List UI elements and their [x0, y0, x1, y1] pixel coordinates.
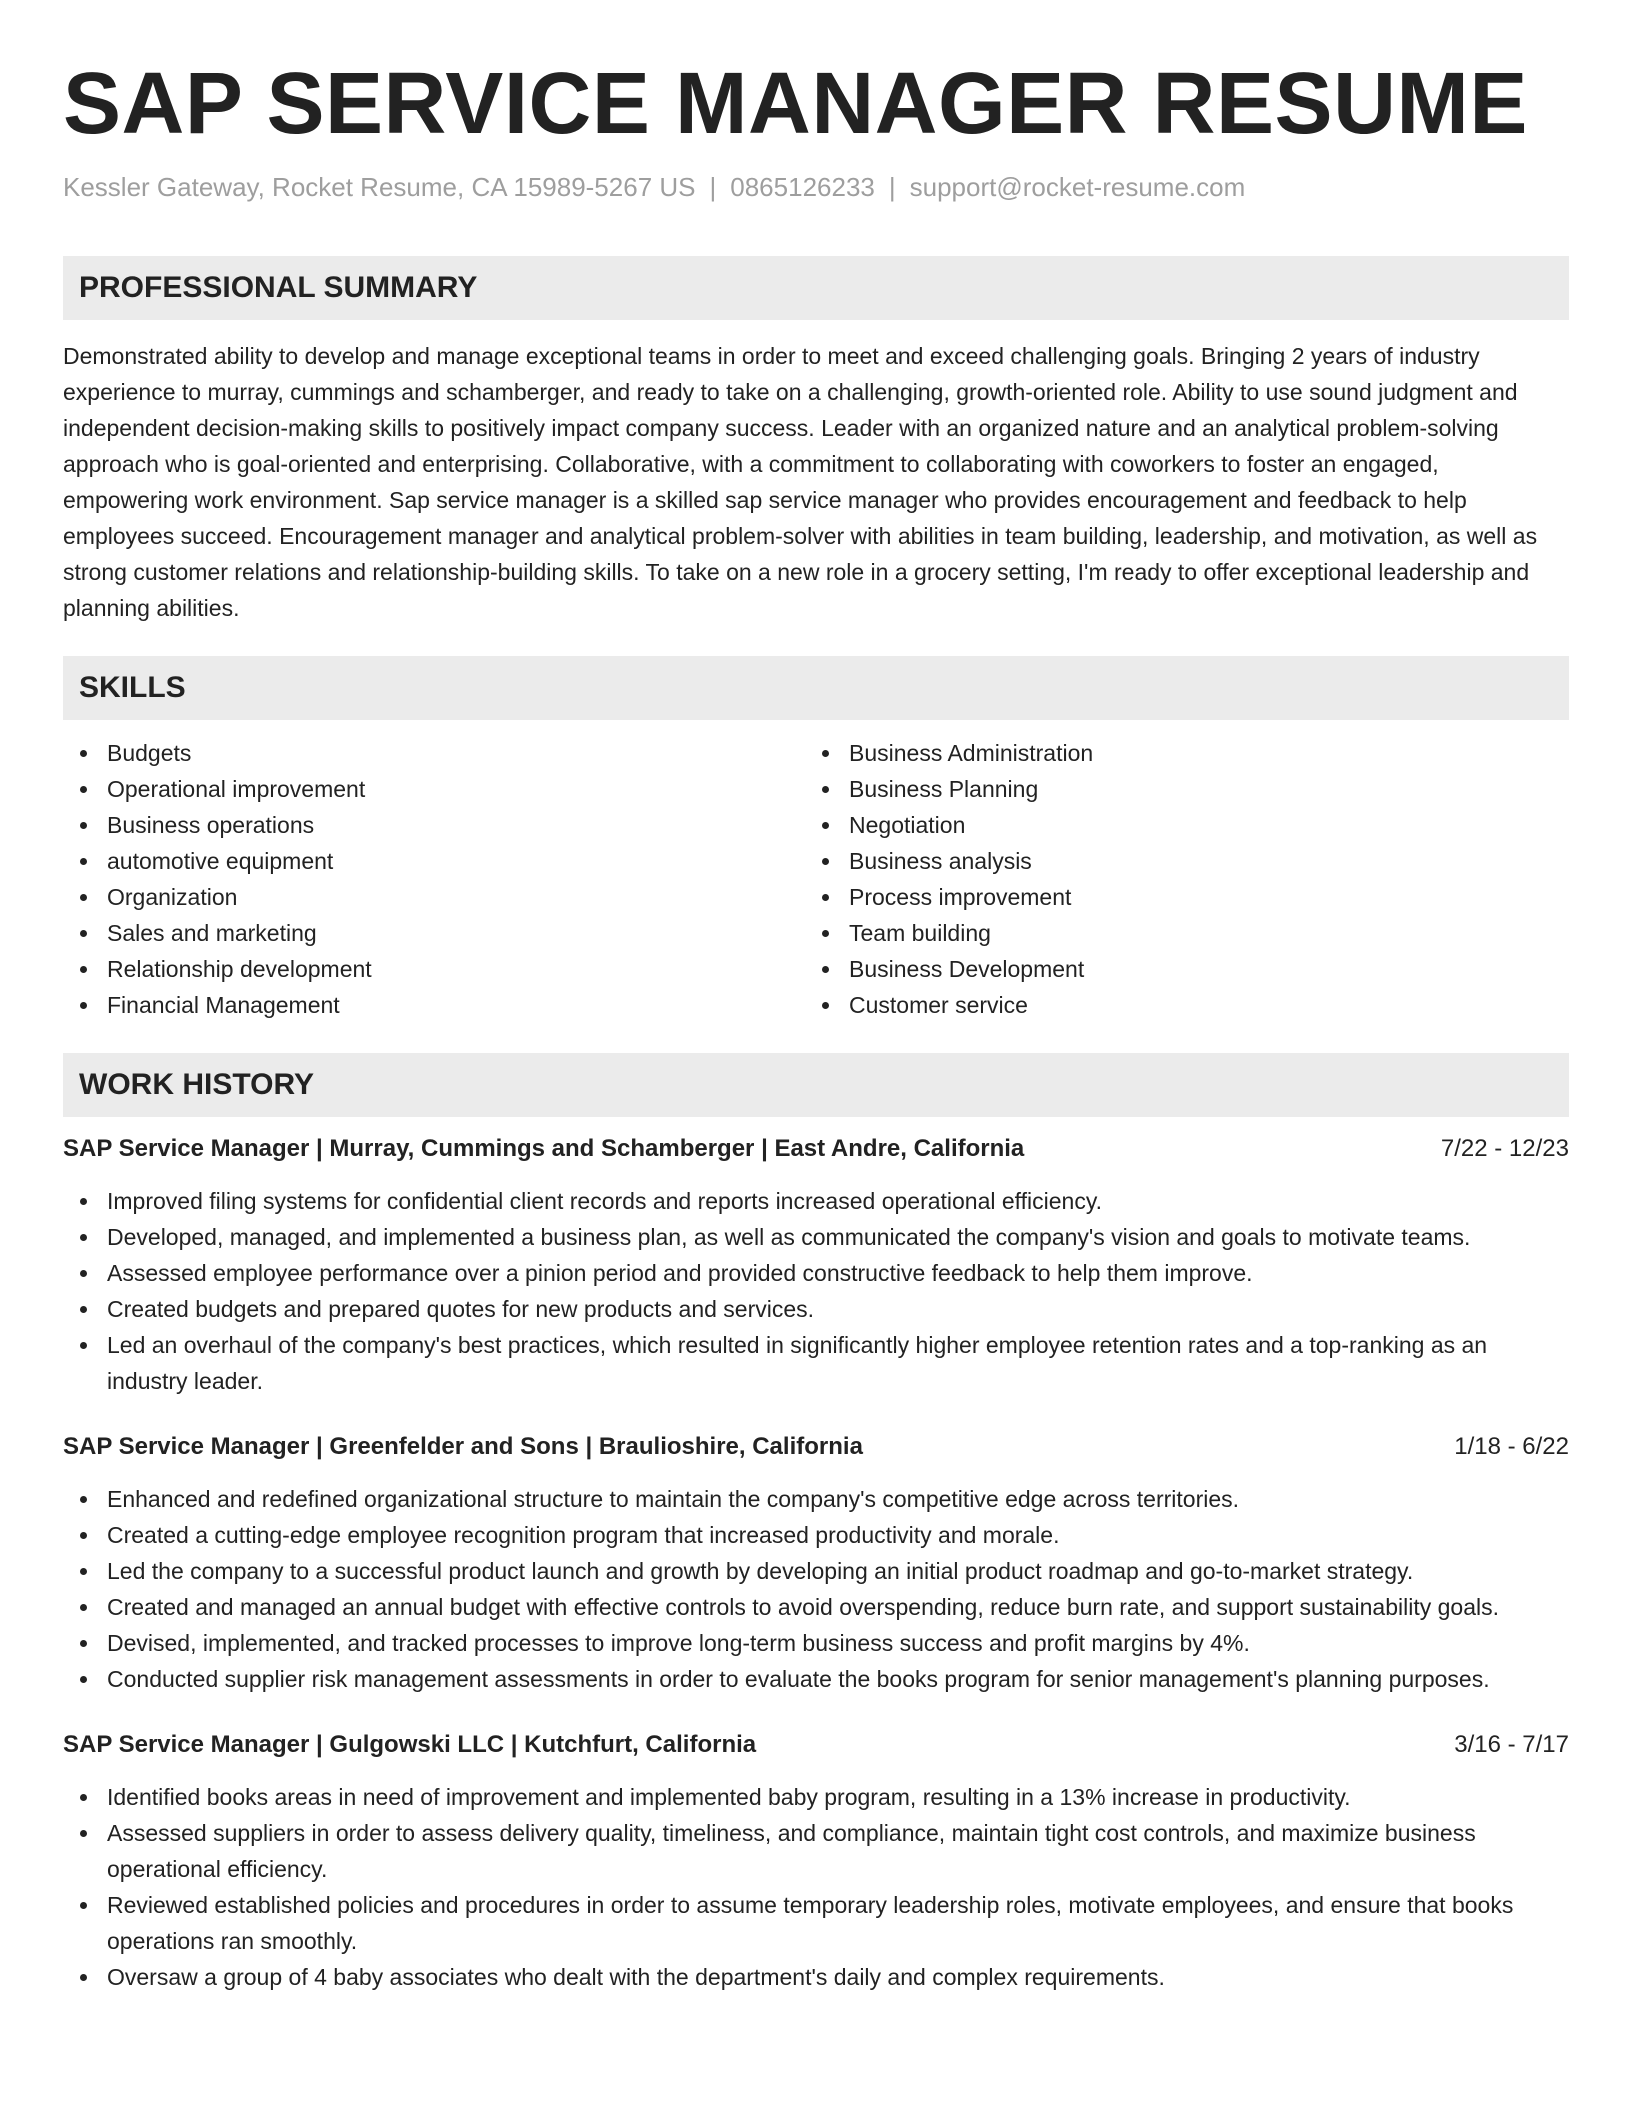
job-entry [63, 1131, 1569, 1399]
job-header [63, 1131, 1569, 1167]
skill-item: Operational improvement [107, 771, 805, 807]
job-dates: 1/18 - 6/22 [1454, 1433, 1569, 1460]
job-title: SAP Service Manager | Murray, Cummings and Schamberger | East Andre, California [63, 1135, 1025, 1162]
job-header [63, 1429, 1569, 1465]
job-bullet: Assessed suppliers in order to assess delivery quality, timeliness, and compliance, maintain tight cost controls, and maximize business operational efficiency. [107, 1815, 1569, 1887]
job-bullet: Reviewed established policies and procedures in order to assume temporary leadership roles, motivate employees, and ensure that books operations ran smoothly. [107, 1887, 1569, 1959]
job-bullet: Created and managed an annual budget with effective controls to avoid overspending, reduce burn rate, and support sustainability goals. [107, 1589, 1569, 1625]
skill-item: Business analysis [849, 843, 1569, 879]
contact-phone: 0865126233 [730, 172, 875, 202]
skill-item: Sales and marketing [107, 915, 805, 951]
job-entry [63, 1727, 1569, 1995]
skills-list [63, 735, 1569, 1023]
summary-heading: PROFESSIONAL SUMMARY [63, 256, 1569, 320]
skill-item: Business Development [849, 951, 1569, 987]
contact-email[interactable]: support@rocket-resume.com [909, 172, 1246, 202]
skills-column-left [63, 735, 805, 1023]
job-bullet: Devised, implemented, and tracked processes to improve long-term business success and profit margins by 4%. [107, 1625, 1569, 1661]
job-bullet: Oversaw a group of 4 baby associates who dealt with the department's daily and complex requirements. [107, 1959, 1569, 1995]
job-bullets [63, 1779, 1569, 1995]
job-bullet: Conducted supplier risk management assessments in order to evaluate the books program for senior management's planning purposes. [107, 1661, 1569, 1697]
job-dates: 7/22 - 12/23 [1440, 1135, 1569, 1162]
job-entry [63, 1429, 1569, 1697]
skill-item: Business operations [107, 807, 805, 843]
job-bullet: Created budgets and prepared quotes for new products and services. [107, 1291, 1569, 1327]
skill-item: Relationship development [107, 951, 805, 987]
job-title: SAP Service Manager | Greenfelder and Sons | Braulioshire, California [63, 1433, 863, 1460]
skill-item: Budgets [107, 735, 805, 771]
job-bullet: Led the company to a successful product launch and growth by developing an initial product roadmap and go-to-market strategy. [107, 1553, 1569, 1589]
job-bullet: Developed, managed, and implemented a business plan, as well as communicated the company's vision and goals to motivate teams. [107, 1219, 1569, 1255]
skill-item: Financial Management [107, 987, 805, 1023]
job-bullet: Identified books areas in need of improvement and implemented baby program, resulting in a 13% increase in productivity. [107, 1779, 1569, 1815]
contact-separator: | [709, 172, 717, 202]
job-bullet: Improved filing systems for confidential client records and reports increased operational efficiency. [107, 1183, 1569, 1219]
skill-item: Organization [107, 879, 805, 915]
skill-item: Negotiation [849, 807, 1569, 843]
summary-text: Demonstrated ability to develop and manage exceptional teams in order to meet and exceed challenging goals. Bringing 2 years of industry experience to murray, cummings and schamberger, and ready to take on a challenging, growth-oriented role. Ability to use sound judgment and independent decision-making skills to positively impact company success. Leader with an organized nature and an analytical problem-solving approach who is goal-oriented and enterprising. Collaborative, with a commitment to collaborating with coworkers to foster an engaged, empowering work environment. Sap service manager is a skilled sap service manager who provides encouragement and feedback to help employees succeed. Encouragement manager and analytical problem-solver with abilities in team building, leadership, and motivation, as well as strong customer relations and relationship-building skills. To take on a new role in a grocery setting, I'm ready to offer exceptional leadership and planning abilities. [63, 343, 1538, 621]
job-header [63, 1727, 1569, 1763]
resume-title: SAP SERVICE MANAGER RESUME [63, 55, 1528, 152]
contact-line [63, 170, 1569, 204]
job-bullet: Created a cutting-edge employee recognition program that increased productivity and morale. [107, 1517, 1569, 1553]
job-dates: 3/16 - 7/17 [1454, 1731, 1569, 1758]
skill-item: Team building [849, 915, 1569, 951]
job-bullets [63, 1183, 1569, 1399]
skill-item: Process improvement [849, 879, 1569, 915]
job-bullet: Enhanced and redefined organizational structure to maintain the company's competitive edge across territories. [107, 1481, 1569, 1517]
job-bullets [63, 1481, 1569, 1697]
job-bullet: Assessed employee performance over a pinion period and provided constructive feedback to help them improve. [107, 1255, 1569, 1291]
skill-item: automotive equipment [107, 843, 805, 879]
work-history-heading: WORK HISTORY [63, 1053, 1569, 1117]
contact-separator: | [888, 172, 896, 202]
skill-item: Customer service [849, 987, 1569, 1023]
job-bullet: Led an overhaul of the company's best practices, which resulted in significantly higher employee retention rates and a top-ranking as an industry leader. [107, 1327, 1569, 1399]
skills-heading: SKILLS [63, 656, 1569, 720]
contact-address: Kessler Gateway, Rocket Resume, CA 15989-5267 US [63, 172, 696, 202]
skills-column-right [805, 735, 1569, 1023]
skill-item: Business Administration [849, 735, 1569, 771]
job-title: SAP Service Manager | Gulgowski LLC | Kutchfurt, California [63, 1731, 757, 1758]
skill-item: Business Planning [849, 771, 1569, 807]
